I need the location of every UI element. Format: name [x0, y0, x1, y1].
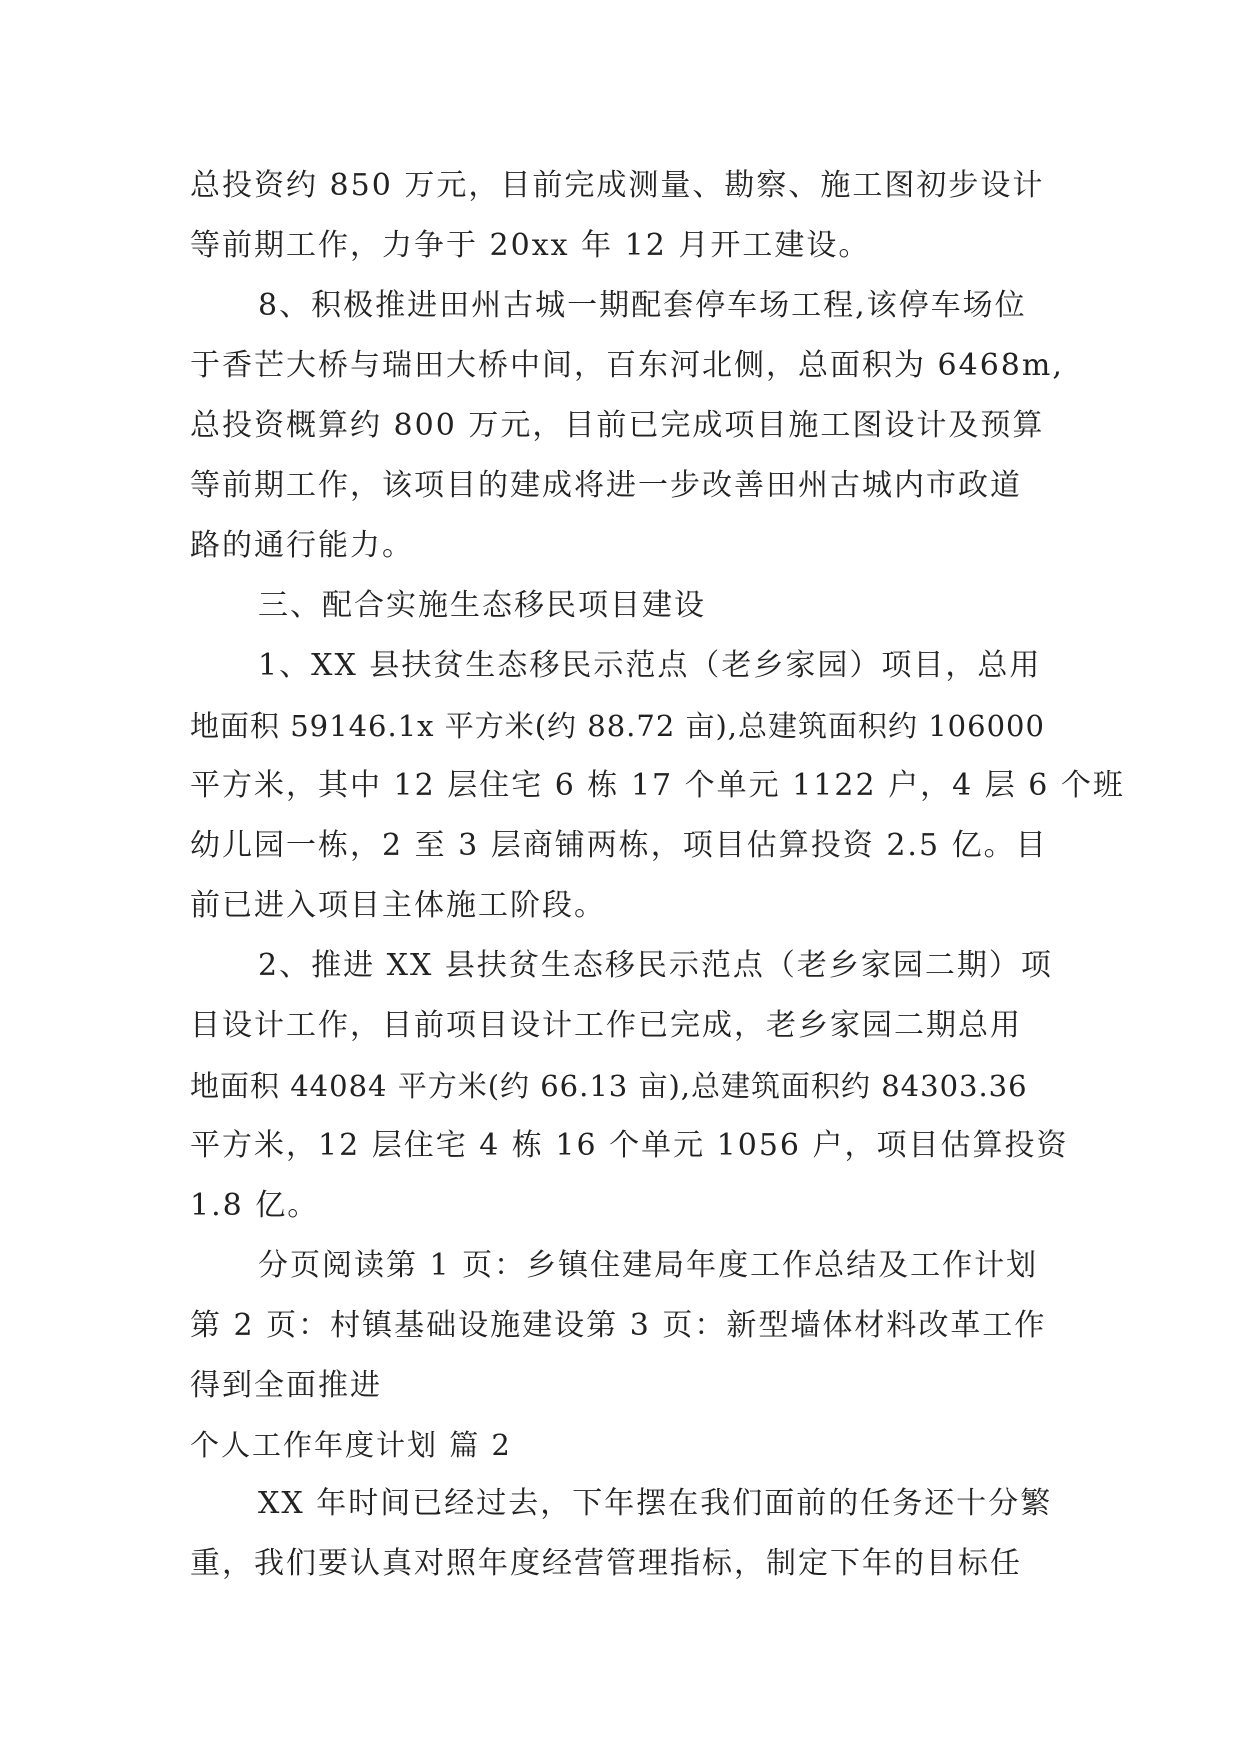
text-line: 总投资概算约 800 万元，目前已完成项目施工图设计及预算 [190, 408, 1045, 443]
section-heading: 三、配合实施生态移民项目建设 [258, 588, 706, 623]
text-line: 重，我们要认真对照年度经营管理指标，制定下年的目标任 [190, 1546, 1022, 1581]
text-line: 前已进入项目主体施工阶段。 [190, 888, 606, 923]
text-line: 地面积 44084 平方米(约 66.13 亩),总建筑面积约 84303.36 [190, 1069, 1028, 1103]
text-line: 总投资约 850 万元，目前完成测量、勘察、施工图初步设计 [190, 168, 1045, 203]
text-line: 等前期工作，力争于 20xx 年 12 月开工建设。 [190, 228, 871, 263]
paragraph-start-line: 8、积极推进田州古城一期配套停车场工程,该停车场位 [258, 288, 1027, 323]
text-line: 幼儿园一栋，2 至 3 层商铺两栋，项目估算投资 2.5 亿。目 [190, 828, 1048, 863]
text-line: 1.8 亿。 [190, 1188, 320, 1223]
text-line: 于香芒大桥与瑞田大桥中间，百东河北侧，总面积为 6468m, [190, 348, 1064, 383]
pagination-text: 得到全面推进 [190, 1368, 382, 1403]
text-line: 路的通行能力。 [190, 528, 414, 563]
text-line: 平方米，其中 12 层住宅 6 栋 17 个单元 1122 户，4 层 6 个班 [190, 768, 1125, 803]
paragraph-start-line: 1、XX 县扶贫生态移民示范点（老乡家园）项目，总用 [258, 648, 1042, 683]
article-subtitle: 个人工作年度计划 篇 2 [190, 1428, 512, 1462]
document-body [190, 156, 1125, 1594]
text-line: 目设计工作，目前项目设计工作已完成，老乡家园二期总用 [190, 1008, 1022, 1043]
text-line: 地面积 59146.1x 平方米(约 88.72 亩),总建筑面积约 106000 [190, 709, 1045, 743]
paragraph-start-line: XX 年时间已经过去，下年摆在我们面前的任务还十分繁 [258, 1486, 1053, 1521]
pagination-text: 分页阅读第 1 页：乡镇住建局年度工作总结及工作计划 [258, 1248, 1039, 1283]
paragraph-start-line: 2、推进 XX 县扶贫生态移民示范点（老乡家园二期）项 [258, 948, 1053, 983]
text-line: 等前期工作，该项目的建成将进一步改善田州古城内市政道 [190, 468, 1022, 503]
text-line: 平方米，12 层住宅 4 栋 16 个单元 1056 户，项目估算投资 [190, 1128, 1069, 1163]
pagination-text: 第 2 页：村镇基础设施建设第 3 页：新型墙体材料改革工作 [190, 1308, 1047, 1343]
